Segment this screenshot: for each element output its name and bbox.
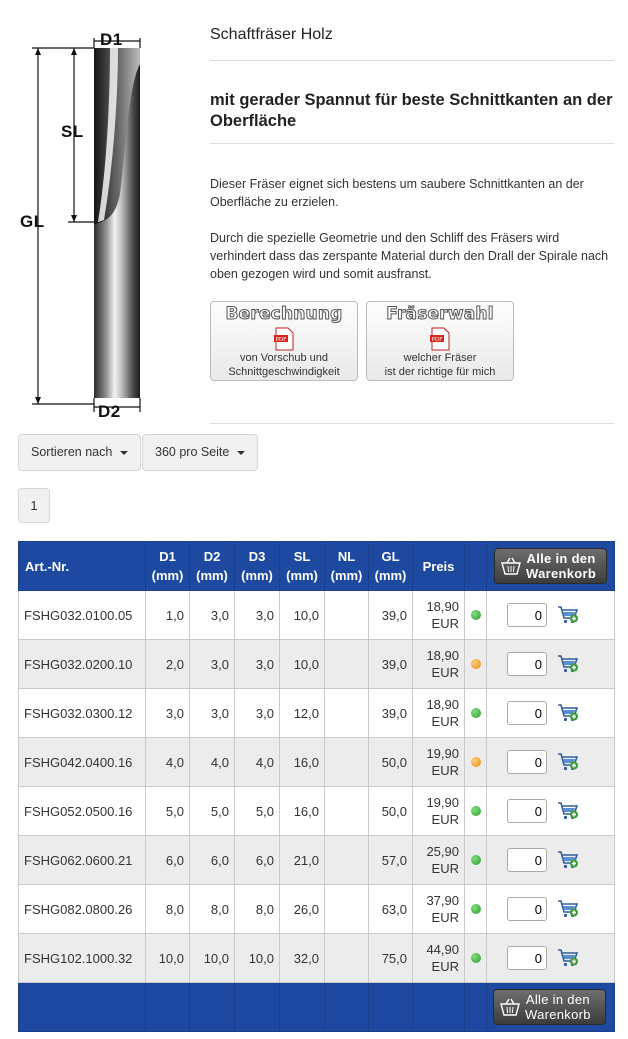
- header-gl[interactable]: [369, 542, 413, 591]
- d2-cell: 10,0: [190, 934, 235, 983]
- add-to-cart-icon[interactable]: [557, 801, 579, 821]
- footer-cart-cell: [487, 983, 615, 1032]
- d3-cell: 5,0: [235, 787, 280, 836]
- d1-cell: 2,0: [146, 640, 190, 689]
- stock-cell: [465, 689, 487, 738]
- add-to-cart-icon[interactable]: [557, 899, 579, 919]
- nl-cell: [325, 885, 369, 934]
- fraeserwahl-line2: ist der richtige für mich: [384, 366, 496, 378]
- table-header-row: [19, 542, 615, 591]
- sort-dropdown-label: Sortieren nach: [31, 445, 113, 459]
- stock-cell: [465, 591, 487, 640]
- d2-cell: 5,0: [190, 787, 235, 836]
- header-stock: [465, 542, 487, 591]
- berechnung-title: Berechnung: [225, 304, 343, 324]
- sl-cell: 21,0: [280, 836, 325, 885]
- stock-status-icon: [471, 708, 481, 718]
- art-nr-cell: FSHG032.0200.10: [19, 640, 146, 689]
- sl-label: SL: [61, 122, 84, 141]
- table-row: [19, 934, 615, 983]
- gl-cell: 39,0: [369, 689, 413, 738]
- d1-cell: 3,0: [146, 689, 190, 738]
- all-to-cart-line2: Warenkorb: [525, 1007, 591, 1022]
- art-nr-cell: FSHG032.0300.12: [19, 689, 146, 738]
- order-cell: [487, 934, 615, 983]
- stock-status-icon: [471, 904, 481, 914]
- price-currency: EUR: [431, 910, 459, 925]
- stock-cell: [465, 934, 487, 983]
- sl-cell: 16,0: [280, 787, 325, 836]
- table-row: [19, 836, 615, 885]
- description-paragraph: Dieser Fräser eignet sich bestens um saubere Schnittkanten an der Oberfläche zu erzielen.: [210, 177, 584, 209]
- per-page-label: 360 pro Seite: [155, 445, 230, 459]
- art-nr-cell: FSHG042.0400.16: [19, 738, 146, 787]
- header-sl-label: SL: [293, 549, 311, 564]
- header-price[interactable]: Preis: [413, 542, 465, 591]
- order-cell: [487, 689, 615, 738]
- table-row: [19, 591, 615, 640]
- art-nr-cell: FSHG082.0800.26: [19, 885, 146, 934]
- stock-status-icon: [471, 806, 481, 816]
- nl-cell: [325, 738, 369, 787]
- price-cell: [413, 787, 465, 836]
- svg-text:PDF: PDF: [431, 337, 443, 343]
- gl-cell: 50,0: [369, 738, 413, 787]
- sl-cell: 26,0: [280, 885, 325, 934]
- add-to-cart-icon[interactable]: [557, 948, 579, 968]
- header-d1-unit: (mm): [151, 568, 184, 583]
- stock-status-icon: [471, 757, 481, 767]
- footer-cell: [369, 983, 413, 1032]
- svg-text:PDF: PDF: [275, 337, 287, 343]
- add-to-cart-icon[interactable]: [557, 850, 579, 870]
- price-value: 19,90: [426, 795, 459, 810]
- fraeserwahl-link[interactable]: [366, 301, 514, 381]
- footer-cell: [325, 983, 369, 1032]
- price-value: 18,90: [426, 697, 459, 712]
- quantity-input[interactable]: [507, 701, 547, 725]
- quantity-input[interactable]: [507, 946, 547, 970]
- header-all-to-cart: [487, 542, 615, 591]
- header-d2-label: D2: [203, 549, 221, 564]
- table-body: [19, 591, 615, 983]
- nl-cell: [325, 689, 369, 738]
- price-cell: [413, 885, 465, 934]
- order-cell: [487, 640, 615, 689]
- sl-cell: 32,0: [280, 934, 325, 983]
- header-nl-label: NL: [337, 549, 356, 564]
- header-d3-label: D3: [248, 549, 266, 564]
- berechnung-line1: von Vorschub und: [239, 352, 329, 364]
- pdf-icon: [273, 327, 295, 351]
- order-cell: [487, 591, 615, 640]
- footer-cell: [280, 983, 325, 1032]
- caret-down-icon: [237, 451, 245, 455]
- d1-label: D1: [100, 30, 123, 49]
- header-gl-label: GL: [381, 549, 400, 564]
- price-cell: [413, 738, 465, 787]
- table-row: [19, 738, 615, 787]
- stock-cell: [465, 787, 487, 836]
- d3-cell: 3,0: [235, 640, 280, 689]
- sl-cell: 10,0: [280, 591, 325, 640]
- quantity-input[interactable]: [507, 652, 547, 676]
- price-value: 44,90: [426, 942, 459, 957]
- header-d3-unit: (mm): [241, 568, 273, 583]
- all-to-cart-line1: Alle in den: [525, 992, 590, 1007]
- d1-cell: 10,0: [146, 934, 190, 983]
- art-nr-cell: FSHG032.0100.05: [19, 591, 146, 640]
- order-cell: [487, 738, 615, 787]
- d1-cell: 4,0: [146, 738, 190, 787]
- footer-cell: [465, 983, 487, 1032]
- d3-cell: 3,0: [235, 689, 280, 738]
- stock-cell: [465, 885, 487, 934]
- header-d2[interactable]: [190, 542, 235, 591]
- sl-cell: 12,0: [280, 689, 325, 738]
- d3-cell: 10,0: [235, 934, 280, 983]
- d3-cell: 4,0: [235, 738, 280, 787]
- description-paragraph: Durch die spezielle Geometrie und den Schliff des Fräsers wird verhindert dass das zerspante Material durch den Drall der Spirale nach oben gezogen wird und somit ausfranst.: [210, 231, 609, 281]
- quantity-input[interactable]: [507, 750, 547, 774]
- header-gl-unit: (mm): [374, 568, 407, 583]
- quantity-input[interactable]: [507, 603, 547, 627]
- footer-cell: [413, 983, 465, 1032]
- stock-status-icon: [471, 610, 481, 620]
- divider: [210, 60, 614, 61]
- header-nl-unit: (mm): [330, 568, 363, 583]
- gl-label: GL: [20, 212, 45, 231]
- header-d3[interactable]: [235, 542, 280, 591]
- price-value: 25,90: [426, 844, 459, 859]
- art-nr-cell: FSHG102.1000.32: [19, 934, 146, 983]
- per-page-dropdown[interactable]: [142, 434, 258, 471]
- gl-cell: 50,0: [369, 787, 413, 836]
- table-row: [19, 787, 615, 836]
- table-footer-row: [19, 983, 615, 1032]
- header-d2-unit: (mm): [196, 568, 228, 583]
- stock-cell: [465, 640, 487, 689]
- d2-cell: 3,0: [190, 640, 235, 689]
- gl-cell: 39,0: [369, 640, 413, 689]
- table-row: [19, 885, 615, 934]
- footer-cell: [146, 983, 190, 1032]
- header-nl[interactable]: [325, 542, 369, 591]
- d2-cell: 3,0: [190, 591, 235, 640]
- table-row: [19, 689, 615, 738]
- product-title: Schaftfräser Holz: [210, 26, 333, 43]
- quantity-input[interactable]: [507, 799, 547, 823]
- footer-cell: [190, 983, 235, 1032]
- d2-cell: 3,0: [190, 689, 235, 738]
- nl-cell: [325, 934, 369, 983]
- nl-cell: [325, 836, 369, 885]
- d2-cell: 6,0: [190, 836, 235, 885]
- table-row: [19, 640, 615, 689]
- nl-cell: [325, 640, 369, 689]
- header-art-nr[interactable]: Art.-Nr.: [19, 542, 146, 591]
- d1-cell: 6,0: [146, 836, 190, 885]
- basket-icon: [501, 557, 521, 575]
- nl-cell: [325, 787, 369, 836]
- price-currency: EUR: [431, 616, 459, 631]
- sl-cell: 10,0: [280, 640, 325, 689]
- d1-cell: 5,0: [146, 787, 190, 836]
- add-to-cart-icon[interactable]: [557, 654, 579, 674]
- gl-cell: 57,0: [369, 836, 413, 885]
- header-sl-unit: (mm): [286, 568, 318, 583]
- product-table: [18, 541, 615, 1032]
- price-cell: [413, 836, 465, 885]
- all-to-cart-line1: Alle in den: [526, 551, 596, 566]
- add-to-cart-icon[interactable]: [557, 703, 579, 723]
- d3-cell: 8,0: [235, 885, 280, 934]
- gl-cell: 63,0: [369, 885, 413, 934]
- price-currency: EUR: [431, 861, 459, 876]
- stock-status-icon: [471, 659, 481, 669]
- price-cell: [413, 640, 465, 689]
- product-subtitle: mit gerader Spannut für beste Schnittkanten an der Oberfläche: [210, 91, 613, 130]
- order-cell: [487, 836, 615, 885]
- header-d1[interactable]: [146, 542, 190, 591]
- fraeserwahl-line1: welcher Fräser: [403, 352, 477, 364]
- d2-cell: 4,0: [190, 738, 235, 787]
- d2-cell: 8,0: [190, 885, 235, 934]
- art-nr-cell: FSHG052.0500.16: [19, 787, 146, 836]
- order-cell: [487, 787, 615, 836]
- order-cell: [487, 885, 615, 934]
- stock-status-icon: [471, 855, 481, 865]
- divider: [210, 143, 614, 144]
- product-image: [14, 24, 164, 424]
- quantity-input[interactable]: [507, 848, 547, 872]
- all-to-cart-button[interactable]: [493, 989, 606, 1025]
- stock-cell: [465, 836, 487, 885]
- all-to-cart-button[interactable]: [494, 548, 607, 584]
- stock-cell: [465, 738, 487, 787]
- price-currency: EUR: [431, 763, 459, 778]
- gl-cell: 39,0: [369, 591, 413, 640]
- d3-cell: 6,0: [235, 836, 280, 885]
- basket-icon: [500, 998, 520, 1016]
- price-currency: EUR: [431, 959, 459, 974]
- divider: [210, 423, 614, 424]
- footer-cell: [19, 983, 146, 1032]
- price-cell: [413, 591, 465, 640]
- sort-dropdown[interactable]: [18, 434, 141, 471]
- price-cell: [413, 689, 465, 738]
- pdf-icon: [429, 327, 451, 351]
- gl-cell: 75,0: [369, 934, 413, 983]
- price-currency: EUR: [431, 812, 459, 827]
- price-value: 37,90: [426, 893, 459, 908]
- price-value: 18,90: [426, 648, 459, 663]
- header-sl[interactable]: [280, 542, 325, 591]
- footer-cell: [235, 983, 280, 1032]
- price-value: 19,90: [426, 746, 459, 761]
- sl-cell: 16,0: [280, 738, 325, 787]
- add-to-cart-icon[interactable]: [557, 752, 579, 772]
- d1-cell: 8,0: [146, 885, 190, 934]
- stock-status-icon: [471, 953, 481, 963]
- page-button[interactable]: 1: [18, 488, 50, 523]
- caret-down-icon: [120, 451, 128, 455]
- quantity-input[interactable]: [507, 897, 547, 921]
- berechnung-link[interactable]: [210, 301, 358, 381]
- art-nr-cell: FSHG062.0600.21: [19, 836, 146, 885]
- price-currency: EUR: [431, 665, 459, 680]
- d2-label: D2: [98, 402, 121, 421]
- d3-cell: 3,0: [235, 591, 280, 640]
- fraeserwahl-title: Fräserwahl: [386, 304, 494, 324]
- add-to-cart-icon[interactable]: [557, 605, 579, 625]
- price-value: 18,90: [426, 599, 459, 614]
- d1-cell: 1,0: [146, 591, 190, 640]
- berechnung-line2: Schnittgeschwindigkeit: [228, 366, 340, 378]
- price-currency: EUR: [431, 714, 459, 729]
- nl-cell: [325, 591, 369, 640]
- header-d1-label: D1: [159, 549, 176, 564]
- all-to-cart-line2: Warenkorb: [526, 566, 597, 581]
- price-cell: [413, 934, 465, 983]
